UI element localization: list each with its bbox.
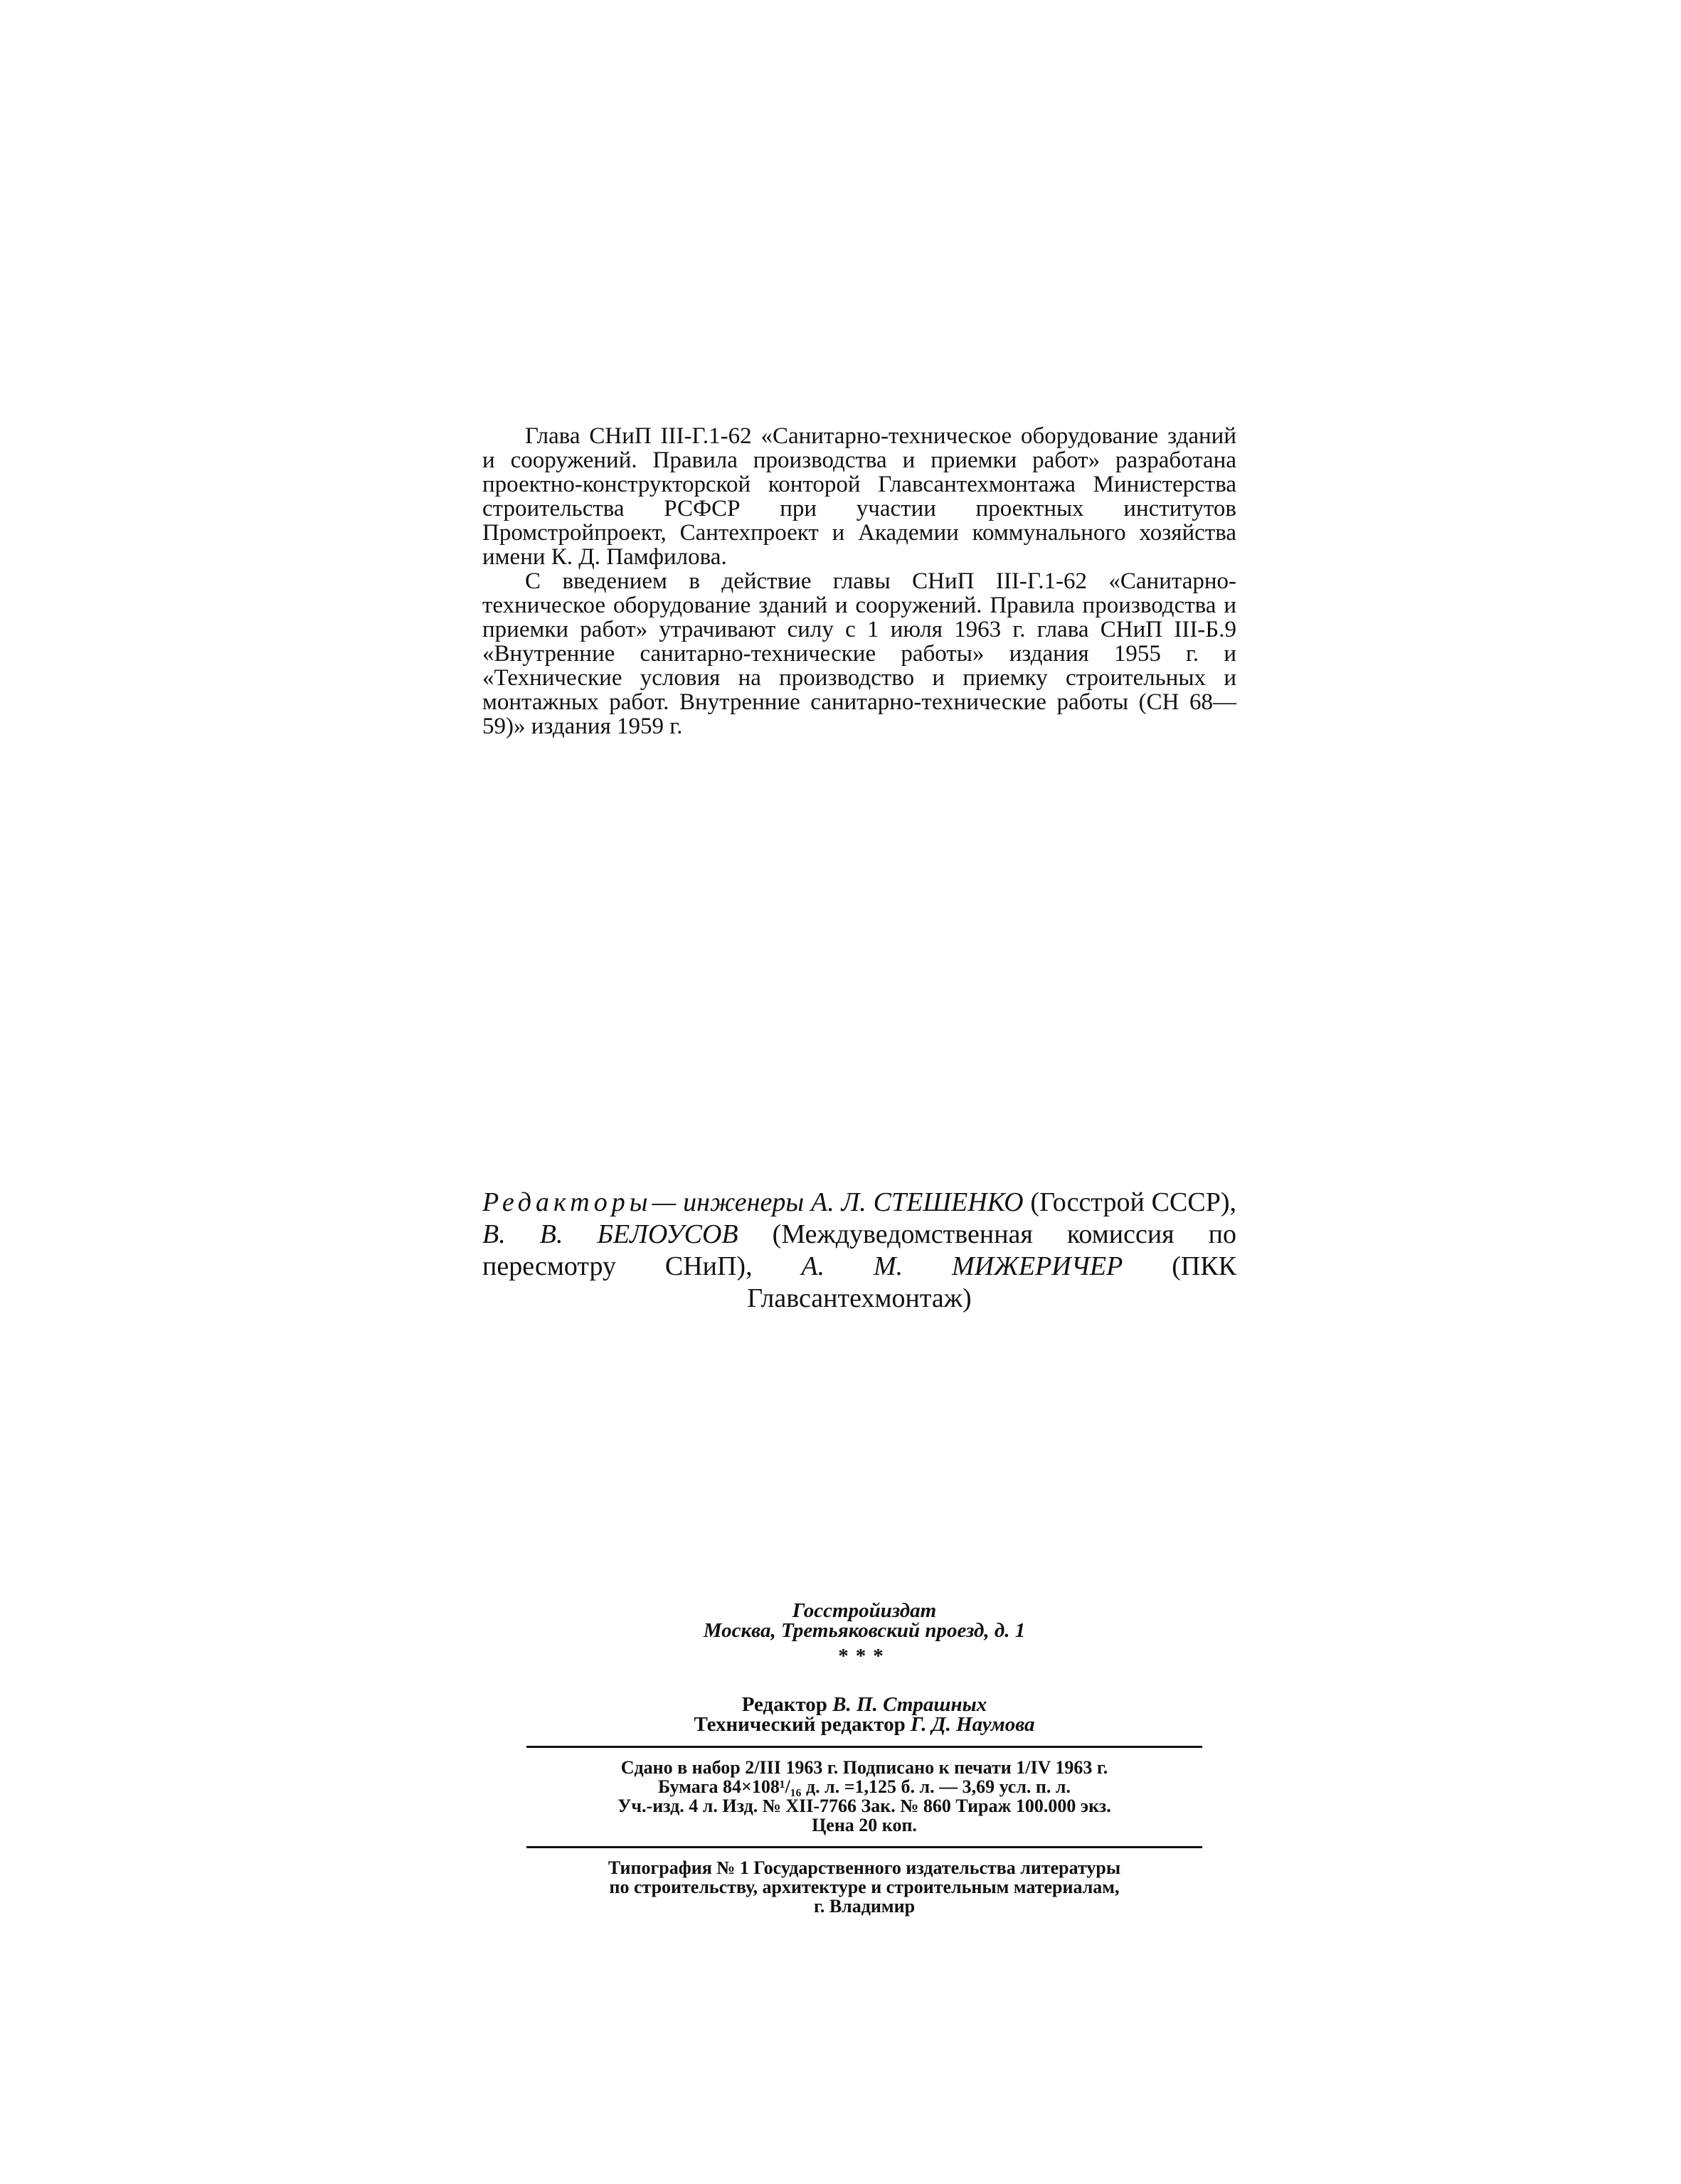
editors-text-2: (Госстрой СССР), [1023,1187,1236,1217]
editors-text-3: (Междуведомственная комиссия по пересмотру СНиП), [482,1219,1236,1281]
publisher-address: Москва, Третьяковский проезд, д. 1 [703,1619,1026,1642]
price: Цена 20 коп. [812,1815,917,1835]
print-data-line-2: Бумага 84×108¹/₁₆ д. л. =1,125 б. л. — 3,69 усл. п. л. [658,1776,1071,1797]
editors-text-4: (ПКК Главсантехмонтаж) [747,1251,1236,1313]
print-data-line-3: Уч.-изд. 4 л. Изд. № XII-7766 Зак. № 860 Тираж 100.000 экз. [617,1796,1111,1816]
publisher-name: Госстройиздат [792,1599,937,1622]
tech-editor-line [526,1714,1202,1734]
divider-2 [526,1846,1202,1848]
intro-text [482,424,1236,738]
print-data-line-1: Сдано в набор 2/III 1963 г. Подписано к печати 1/IV 1963 г. [620,1757,1108,1778]
printer-line-3: г. Владимир [813,1896,916,1917]
editors-label: Редакторы [482,1187,652,1217]
editor-name-2: В. В. БЕЛОУСОВ [482,1219,738,1249]
editors-text-1: — инженеры [652,1187,811,1217]
editor-label: Редактор [741,1693,833,1716]
separator-stars: *** [838,1645,891,1668]
editors-credit [482,1187,1236,1315]
intro-paragraph-2: С введением в действие главы СНиП III-Г.1-62 «Санитарно-техническое оборудование зданий и сооружений. Правила производства и приемки работ» утрачивают силу с 1 июля 1963 г. глава СНиП III-Б.9 «Внутренние санитарно-технические работы» издания 1955 г. и «Технические условия на производство и приемку строительных и монтажных работ. Внутренние санитарно-технические работы (СН 68—59)» издания 1959 г. [482,568,1236,739]
tech-editor-label: Технический редактор [694,1713,911,1736]
editor-name: В. П. Страшных [832,1693,987,1716]
tech-editor-name: Г. Д. Наумова [910,1713,1035,1736]
printer-line-1: Типография № 1 Государственного издательства литературы [608,1857,1121,1878]
editor-name-1: А. Л. СТЕШЕНКО [810,1187,1024,1217]
editor-line [526,1695,1202,1714]
intro-paragraph-1: Глава СНиП III-Г.1-62 «Санитарно-техническое оборудование зданий и сооружений. Правила производства и приемки работ» разработана проектно-конструкторской конторой Главсантехмонтажа Министерства строительства РСФСР при участии проектных институтов Промстройпроект, Сантехпроект и Академии коммунального хозяйства имени К. Д. Памфилова. [482,423,1236,570]
editor-name-3: А. М. МИЖЕРИЧЕР [801,1251,1123,1281]
imprint [526,1601,1202,1916]
divider-1 [526,1746,1202,1748]
printer-line-2: по строительству, архитектуре и строительным материалам, [609,1877,1120,1897]
